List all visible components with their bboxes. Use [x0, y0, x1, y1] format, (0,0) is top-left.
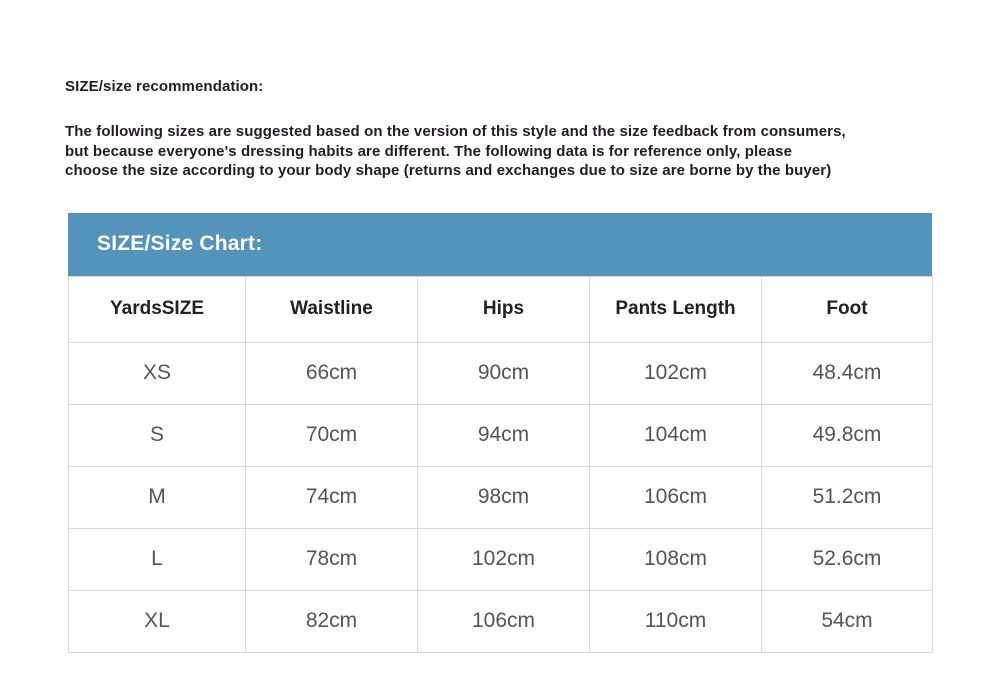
foot-cell: 48.4cm — [762, 342, 933, 404]
table-row — [69, 404, 933, 466]
size-chart-banner — [68, 213, 932, 276]
waistline-cell: 78cm — [246, 528, 418, 590]
foot-cell: 52.6cm — [762, 528, 933, 590]
table-row — [69, 342, 933, 404]
description-line: but because everyone's dressing habits are different. The following data is for reference only, please — [65, 142, 793, 160]
column-header-foot: Foot — [762, 276, 933, 342]
size-cell: S — [69, 404, 246, 466]
foot-cell: 54cm — [762, 590, 933, 652]
size-cell: XL — [69, 590, 246, 652]
waistline-cell: 70cm — [246, 404, 418, 466]
pants-length-cell: 106cm — [590, 466, 762, 528]
hips-cell: 106cm — [418, 590, 590, 652]
page-title: SIZE/size recommendation: — [65, 78, 264, 95]
size-chart-banner-label: SIZE/Size Chart: — [97, 232, 263, 255]
description-line: choose the size according to your body shape (returns and exchanges due to size are borne by the buyer) — [65, 162, 832, 179]
hips-cell: 102cm — [418, 528, 590, 590]
waistline-cell: 74cm — [246, 466, 418, 528]
foot-cell: 51.2cm — [762, 466, 933, 528]
pants-length-cell: 104cm — [590, 404, 762, 466]
hips-cell: 94cm — [418, 404, 590, 466]
pants-length-cell: 108cm — [590, 528, 762, 590]
hips-cell: 90cm — [418, 342, 590, 404]
column-header-pants-length: Pants Length — [590, 276, 762, 342]
size-cell: L — [69, 528, 246, 590]
size-cell: XS — [69, 342, 246, 404]
table-row — [69, 590, 933, 652]
pants-length-cell: 102cm — [590, 342, 762, 404]
size-cell: M — [69, 466, 246, 528]
table-header-row — [69, 276, 933, 342]
column-header-size: YardsSIZE — [69, 276, 246, 342]
foot-cell: 49.8cm — [762, 404, 933, 466]
waistline-cell: 66cm — [246, 342, 418, 404]
hips-cell: 98cm — [418, 466, 590, 528]
column-header-hips: Hips — [418, 276, 590, 342]
size-table — [68, 276, 933, 653]
pants-length-cell: 110cm — [590, 590, 762, 652]
description-line: The following sizes are suggested based on the version of this style and the size feedback from consumers, — [65, 123, 846, 140]
table-row — [69, 528, 933, 590]
size-chart-section — [68, 213, 932, 653]
description — [65, 122, 935, 181]
waistline-cell: 82cm — [246, 590, 418, 652]
column-header-waistline: Waistline — [246, 276, 418, 342]
table-row — [69, 466, 933, 528]
